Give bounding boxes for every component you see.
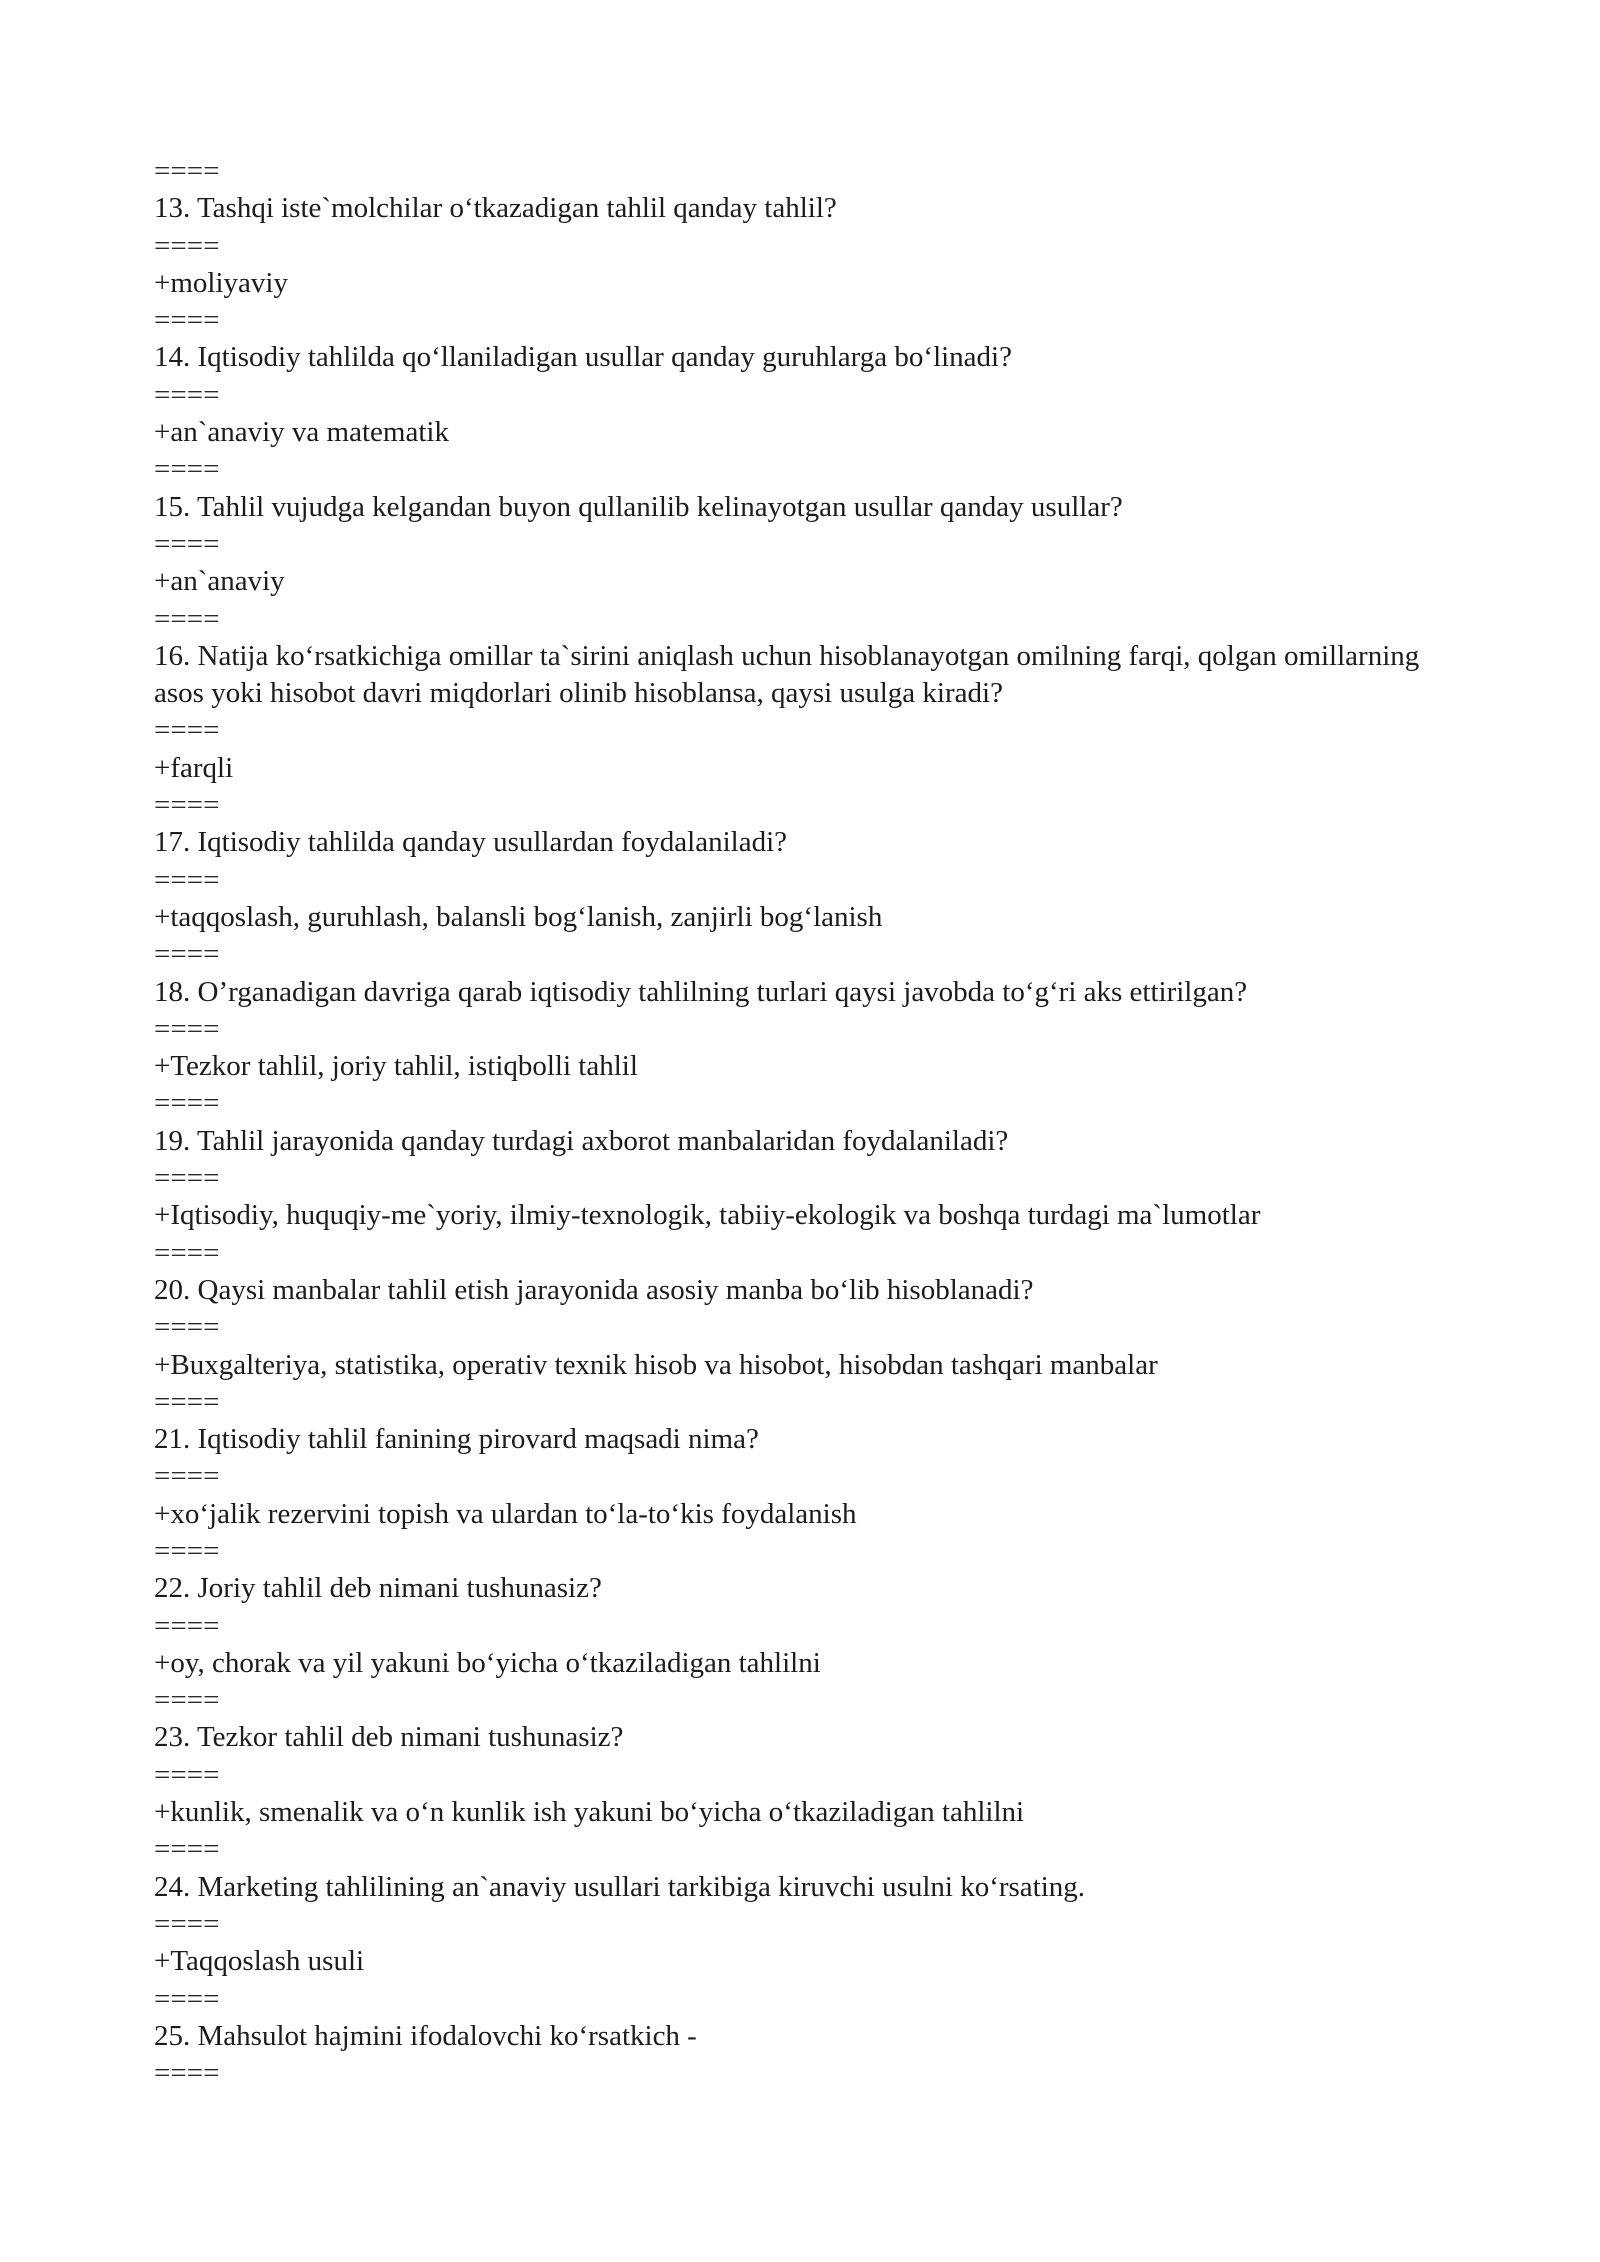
separator-line: ==== xyxy=(154,1907,220,1940)
separator-line: ==== xyxy=(154,1385,220,1418)
question-text: 18. O’rganadigan davriga qarab iqtisodiy tahlilning turlari qaysi javobda to‘g‘ri aks ettirilgan? xyxy=(154,975,1248,1008)
separator-line: ==== xyxy=(154,304,220,337)
separator-line: ==== xyxy=(154,2057,220,2090)
question-text: 17. Iqtisodiy tahlilda qanday usullardan foydalaniladi? xyxy=(154,826,788,859)
separator-line: ==== xyxy=(154,714,220,747)
answer-text: +kunlik, smenalik va o‘n kunlik ish yakuni bo‘yicha o‘tkaziladigan tahlilni xyxy=(154,1796,1025,1829)
question-text: 16. Natija ko‘rsatkichiga omillar ta`sirini aniqlash uchun hisoblanayotgan omilning farqi, qolgan omillarning asos yoki hisobot davri miqdorlari olinib hisoblansa, qaysi usulga kiradi? xyxy=(154,639,1420,710)
question-text: 14. Iqtisodiy tahlilda qo‘llaniladigan usullar qanday guruhlarga bo‘linadi? xyxy=(154,341,1012,374)
answer-text: +Taqqoslash usuli xyxy=(154,1945,365,1978)
answer-text: +oy, chorak va yil yakuni bo‘yicha o‘tkaziladigan tahlilni xyxy=(154,1646,821,1679)
separator-line: ==== xyxy=(154,1833,220,1866)
question-text: 21. Iqtisodiy tahlil fanining pirovard maqsadi nima? xyxy=(154,1423,759,1456)
separator-line: ==== xyxy=(154,1162,220,1195)
question-text: 24. Marketing tahlilining an`anaviy usullari tarkibiga kiruvchi usulni ko‘rsating. xyxy=(154,1870,1086,1903)
separator-line: ==== xyxy=(154,1684,220,1717)
separator-line: ==== xyxy=(154,602,220,635)
separator-line: ==== xyxy=(154,1087,220,1120)
separator-line: ==== xyxy=(154,938,220,971)
answer-text: +an`anaviy va matematik xyxy=(154,416,449,449)
separator-line: ==== xyxy=(154,789,220,822)
separator-line: ==== xyxy=(154,1758,220,1791)
answer-text: +farqli xyxy=(154,751,234,784)
separator-line: ==== xyxy=(154,1236,220,1269)
document-body xyxy=(154,153,1454,2092)
answer-text: +xo‘jalik rezervini topish va ulardan to‘la-to‘kis foydalanish xyxy=(154,1497,857,1530)
separator-line: ==== xyxy=(154,378,220,411)
question-text: 22. Joriy tahlil deb nimani tushunasiz? xyxy=(154,1572,602,1605)
question-text: 23. Tezkor tahlil deb nimani tushunasiz? xyxy=(154,1721,624,1754)
separator-line: ==== xyxy=(154,1982,220,2015)
separator-line: ==== xyxy=(154,863,220,896)
separator-line: ==== xyxy=(154,229,220,262)
answer-text: +Tezkor tahlil, joriy tahlil, istiqbolli tahlil xyxy=(154,1050,638,1083)
answer-text: +Iqtisodiy, huquqiy-me`yoriy, ilmiy-texnologik, tabiiy-ekologik va boshqa turdagi ma`lumotlar xyxy=(154,1199,1261,1232)
question-text: 13. Tashqi iste`molchilar o‘tkazadigan tahlil qanday tahlil? xyxy=(154,192,837,225)
separator-line: ==== xyxy=(154,527,220,560)
answer-text: +Buxgalteriya, statistika, operativ texnik hisob va hisobot, hisobdan tashqari manbalar xyxy=(154,1348,1158,1381)
answer-text: +taqqoslash, guruhlash, balansli bog‘lanish, zanjirli bog‘lanish xyxy=(154,900,883,933)
question-text: 19. Tahlil jarayonida qanday turdagi axborot manbalaridan foydalaniladi? xyxy=(154,1124,1009,1157)
answer-text: +an`anaviy xyxy=(154,565,285,598)
question-text: 20. Qaysi manbalar tahlil etish jarayonida asosiy manba bo‘lib hisoblanadi? xyxy=(154,1273,1034,1306)
separator-line: ==== xyxy=(154,1534,220,1567)
separator-line: ==== xyxy=(154,155,220,187)
separator-line: ==== xyxy=(154,1311,220,1344)
question-text: 25. Mahsulot hajmini ifodalovchi ko‘rsatkich - xyxy=(154,2019,697,2052)
separator-line: ==== xyxy=(154,453,220,486)
separator-line: ==== xyxy=(154,1460,220,1493)
separator-line: ==== xyxy=(154,1012,220,1045)
question-text: 15. Tahlil vujudga kelgandan buyon qullanilib kelinayotgan usullar qanday usullar? xyxy=(154,490,1123,523)
separator-line: ==== xyxy=(154,1609,220,1642)
answer-text: +moliyaviy xyxy=(154,266,288,299)
